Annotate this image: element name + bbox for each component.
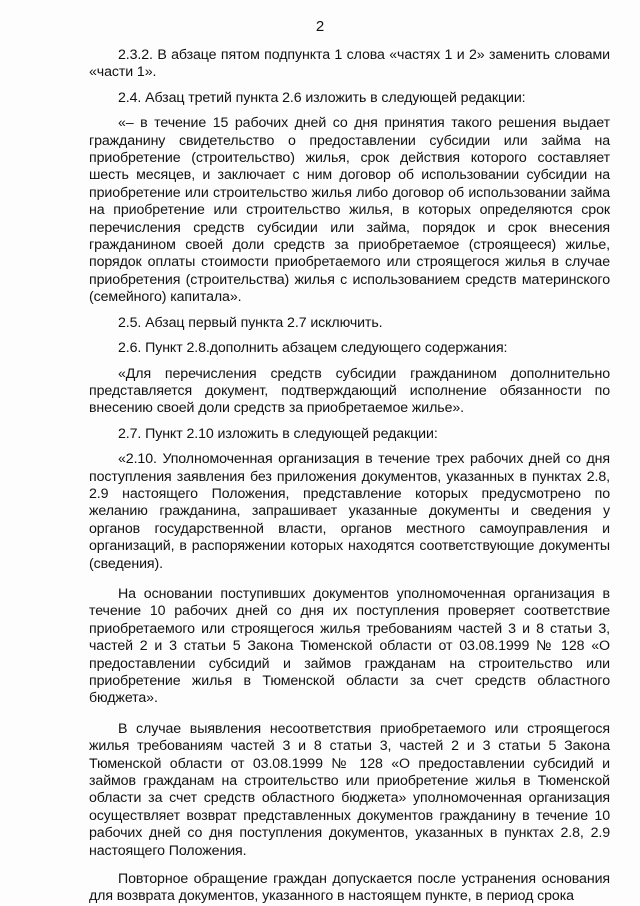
paragraph-2-10-quote: «2.10. Уполномоченная организация в течение трех рабочих дней со дня поступления заявления без приложения документов, указанных в пунктах 2.8, 2.9 настоящего Положения, представление которых предусмотрено по желанию гражданина, запрашивает указанные документы и сведения у органов государственной власти, органов местного самоуправления и организаций, в распоряжении которых находятся соответствующие документы (сведения).: [89, 451, 610, 572]
document-body: [89, 47, 610, 906]
paragraph-mismatch: В случае выявления несоответствия приобретаемого или строящегося жилья требованиям частей 3 и 8 статьи 3, частей 2 и 3 статьи 5 Закона Тюменской области от 03.08.1999 № 128 «О предоставлении субсидий и займов гражданам на строительство или приобретение жилья в Тюменской области за счет средств областного бюджета» уполномоченная организация осуществляет возврат представленных документов гражданину в течение 10 рабочих дней со дня поступления документов, указанных в пунктах 2.8, 2.9 настоящего Положения.: [89, 720, 610, 859]
paragraph-2-3-2: 2.3.2. В абзаце пятом подпункта 1 слова «частях 1 и 2» заменить словами «части 1».: [89, 47, 610, 81]
paragraph-2-4: 2.4. Абзац третий пункта 2.6 изложить в следующей редакции:: [118, 89, 526, 106]
paragraph-2-7: 2.7. Пункт 2.10 изложить в следующей редакции:: [118, 425, 438, 442]
paragraph-2-8-quote: «Для перечисления средств субсидии гражданином дополнительно представляется документ, подтверждающий исполнение обязанности по внесению своей доли средств за приобретаемое жилье».: [89, 365, 610, 417]
page-number: 2: [315, 18, 325, 35]
paragraph-repeat-request: Повторное обращение граждан допускается после устранения основания для возврата документов, указанного в настоящем пункте, в период срока: [89, 871, 610, 905]
paragraph-verification: На основании поступивших документов уполномоченная организация в течение 10 рабочих дней со дня их поступления проверяет соответствие приобретаемого или строящегося жилья требованиям частей 3 и 8 статьи 3, частей 2 и 3 статьи 5 Закона Тюменской области от 03.08.1999 № 128 «О предоставлении субсидий и займов гражданам на строительство или приобретение жилья в Тюменской области за счет средств областного бюджета».: [89, 585, 610, 707]
paragraph-2-6: 2.6. Пункт 2.8.дополнить абзацем следующего содержания:: [118, 340, 508, 357]
paragraph-2-6-quote: «– в течение 15 рабочих дней со дня принятия такого решения выдает гражданину свидетельство о предоставлении субсидии или займа на приобретение (строительство) жилья, срок действия которого составляет шесть месяцев, и заключает с ним договор об использовании субсидии на приобретение или строительство жилья либо договор об использовании займа на приобретение или строительство жилья, в которых определяются срок перечисления средств субсидии или займа, порядок и срок внесения гражданином своей доли средств за приобретаемое (строящееся) жилье, порядок оплаты стоимости приобретаемого или строящегося жилья в случае приобретения (строительства) жилья с использованием средств материнского (семейного) капитала».: [89, 115, 610, 306]
paragraph-2-5: 2.5. Абзац первый пункта 2.7 исключить.: [118, 314, 383, 331]
